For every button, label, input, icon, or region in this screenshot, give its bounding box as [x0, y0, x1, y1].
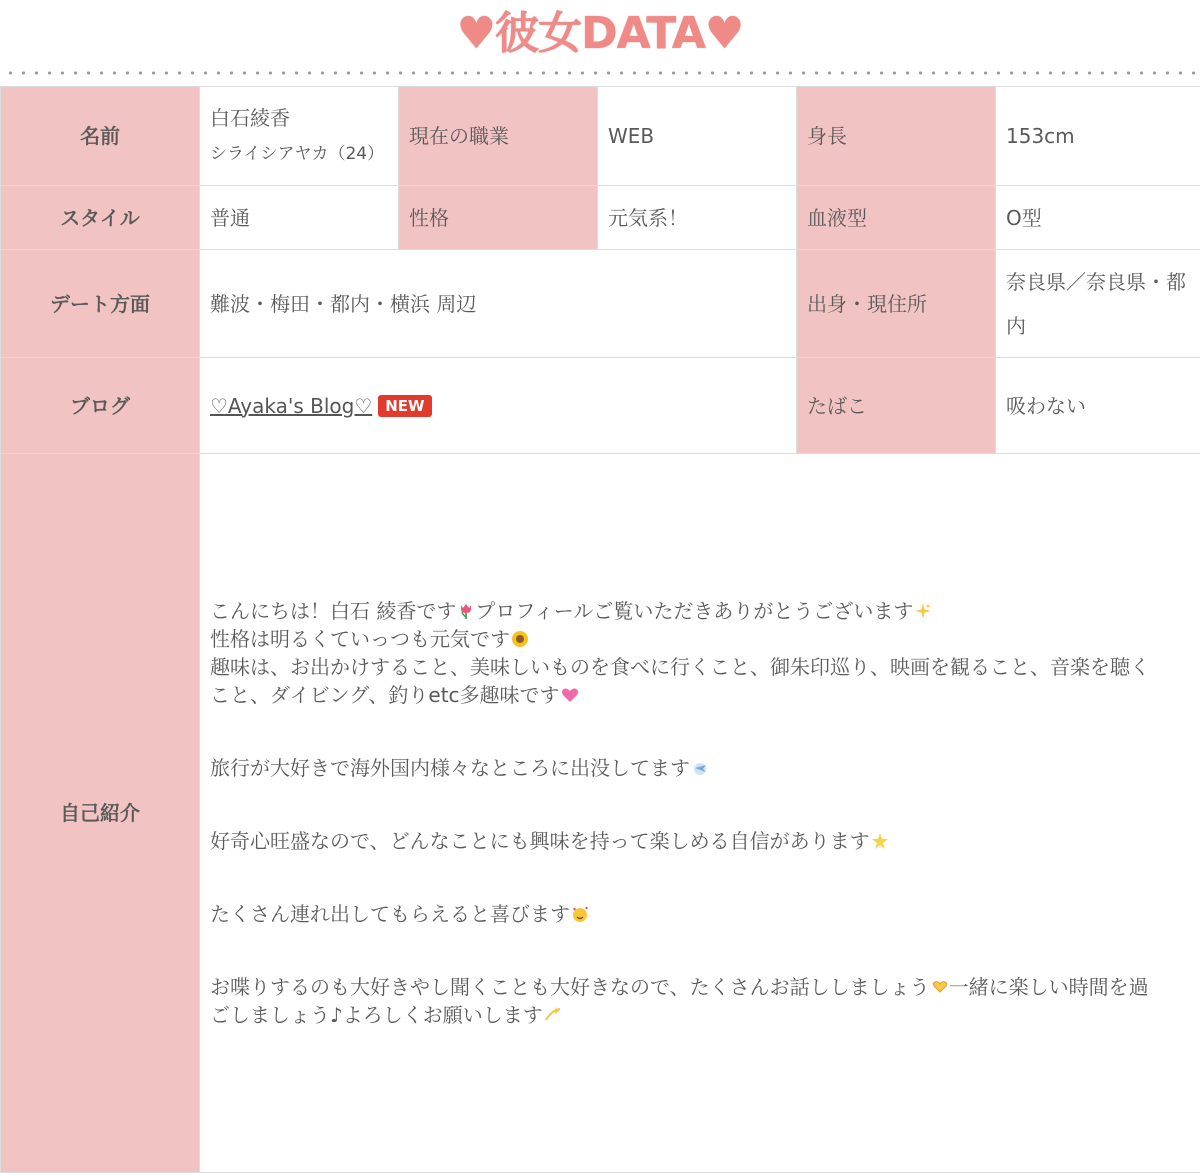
intro-text: お喋りするのも大好きやし聞くことも大好きなので、たくさんお話ししましょう — [210, 975, 930, 999]
intro-line-1 — [210, 597, 1190, 625]
profile-table — [0, 86, 1200, 1173]
page-title: ♥彼女DATA♥ — [457, 6, 744, 62]
blog-link[interactable]: ♡Ayaka's Blog♡ — [210, 394, 372, 418]
intro-line-4 — [210, 681, 1190, 709]
row-blog — [1, 358, 1200, 454]
dizzy-star-emoji-icon — [544, 1006, 562, 1024]
date-label: デート方面 — [1, 250, 200, 358]
style-value: 普通 — [200, 186, 399, 250]
intro-line-9 — [210, 1001, 1190, 1029]
intro-text: 性格は明るくていっつも元気です — [210, 627, 510, 651]
intro-line-5 — [210, 754, 1190, 782]
intro-text: こんにちは！白石 綾香です — [210, 599, 456, 623]
name-cell — [200, 87, 399, 186]
new-badge: NEW — [378, 395, 431, 417]
job-value: WEB — [598, 87, 797, 186]
blog-label: ブログ — [1, 358, 200, 454]
tulip-emoji-icon — [457, 602, 475, 620]
job-label: 現在の職業 — [399, 87, 598, 186]
intro-cell — [200, 454, 1200, 1173]
heart-hands-emoji-icon — [931, 978, 949, 996]
row-name — [1, 87, 1200, 186]
airplane-cloud-emoji-icon — [691, 759, 709, 777]
smiling-hearts-emoji-icon — [571, 905, 589, 923]
intro-label: 自己紹介 — [1, 454, 200, 1173]
sunflower-emoji-icon — [511, 630, 529, 648]
personality-label: 性格 — [399, 186, 598, 250]
origin-value: 奈良県／奈良県・都内 — [996, 250, 1200, 358]
intro-text: 旅行が大好きで海外国内様々なところに出没してます — [210, 756, 690, 780]
glowing-star-emoji-icon — [871, 832, 889, 850]
title-area — [0, 0, 1200, 68]
intro-text: プロフィールご覧いただきありがとうございます — [475, 599, 913, 623]
dotted-divider — [0, 70, 1200, 76]
intro-line-7 — [210, 900, 1190, 928]
intro-text: 好奇心旺盛なので、どんなことにも興味を持って楽しめる自信があります — [210, 829, 870, 853]
sparkles-emoji-icon — [914, 602, 932, 620]
intro-text: 趣味は、お出かけすること、美味しいものを食べに行くこと、御朱印巡り、映画を観ること、音楽を聴く — [210, 655, 1150, 679]
blog-cell — [200, 358, 797, 454]
intro-spacer — [210, 709, 1190, 754]
pink-heart-emoji-icon — [561, 686, 579, 704]
tobacco-label: たばこ — [797, 358, 996, 454]
name-value: 白石綾香 — [210, 103, 388, 133]
height-value: 153cm — [996, 87, 1200, 186]
intro-line-3 — [210, 653, 1190, 681]
intro-text: たくさん連れ出してもらえると喜びます — [210, 902, 570, 926]
row-date — [1, 250, 1200, 358]
intro-text: こと、ダイビング、釣りetc多趣味です — [210, 683, 560, 707]
intro-line-8 — [210, 973, 1190, 1001]
date-value: 難波・梅田・都内・横浜 周辺 — [200, 250, 797, 358]
name-kana: シライシアヤカ（24） — [210, 139, 388, 169]
origin-label: 出身・現住所 — [797, 250, 996, 358]
style-label: スタイル — [1, 186, 200, 250]
row-style — [1, 186, 1200, 250]
row-intro — [1, 454, 1200, 1173]
blood-label: 血液型 — [797, 186, 996, 250]
intro-spacer — [210, 782, 1190, 827]
intro-line-2 — [210, 625, 1190, 653]
blood-value: O型 — [996, 186, 1200, 250]
intro-spacer — [210, 855, 1190, 900]
intro-text: ごしましょう♪よろしくお願いします — [210, 1003, 543, 1027]
intro-spacer — [210, 928, 1190, 973]
tobacco-value: 吸わない — [996, 358, 1200, 454]
intro-text: 一緒に楽しい時間を過 — [949, 975, 1149, 999]
height-label: 身長 — [797, 87, 996, 186]
name-label: 名前 — [1, 87, 200, 186]
intro-line-6 — [210, 827, 1190, 855]
personality-value: 元気系！ — [598, 186, 797, 250]
